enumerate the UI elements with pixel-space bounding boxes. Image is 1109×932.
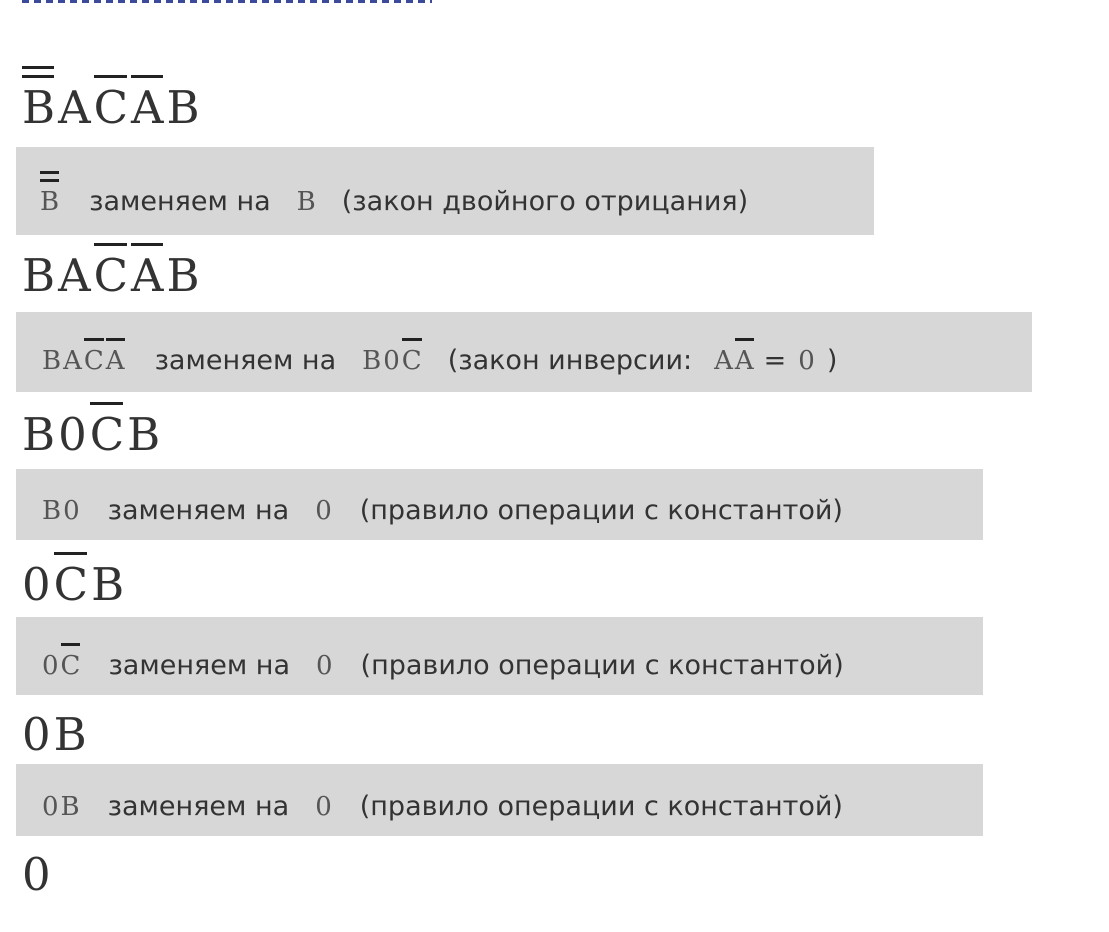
rule-note-suffix: )	[826, 345, 838, 376]
step-explanation	[16, 469, 983, 540]
step-explanation	[16, 617, 983, 695]
final-result	[22, 848, 54, 901]
step-explanation	[16, 147, 874, 235]
negated-letter: A	[131, 249, 167, 302]
replace-text: заменяем на	[89, 186, 271, 217]
expression-line	[22, 81, 203, 134]
formula-from: 0B	[42, 792, 82, 822]
inversion-result: 0	[798, 346, 817, 376]
negated-letter: C	[93, 249, 132, 302]
negated-letter: C	[89, 408, 128, 461]
formula-to: 0	[316, 651, 335, 681]
expression-line	[22, 408, 164, 461]
negated-letter: A	[131, 81, 167, 134]
letter: A	[58, 81, 94, 134]
expression-line	[22, 249, 203, 302]
letter: B	[166, 81, 203, 134]
step-explanation	[16, 764, 983, 836]
formula-from: B0	[42, 496, 82, 526]
formula-to: B0C	[362, 346, 424, 376]
rule-note-prefix: (закон инверсии:	[447, 345, 693, 376]
double-negated-letter: B	[22, 81, 59, 134]
formula-from: 0C	[42, 651, 83, 681]
negated-letter: A	[734, 346, 756, 376]
rule-note: (закон двойного отрицания)	[341, 186, 749, 217]
letter: B	[127, 408, 164, 461]
formula-from: BACA	[42, 346, 127, 376]
replace-text: заменяем на	[107, 495, 290, 526]
rule-note: (правило операции с константой)	[359, 791, 843, 822]
negated-letter: C	[83, 346, 106, 376]
letter: A	[58, 249, 94, 302]
letter: 0	[22, 558, 54, 611]
letter: B	[166, 249, 203, 302]
replace-text: заменяем на	[107, 791, 290, 822]
step-explanation	[16, 312, 1032, 392]
negated-letter: C	[53, 558, 92, 611]
formula-from: B	[40, 187, 62, 217]
equals-sign: =	[763, 345, 787, 376]
negated-letter: C	[60, 651, 83, 681]
letter: 0	[58, 408, 90, 461]
negated-letter: A	[105, 346, 127, 376]
expression: 0	[22, 848, 54, 901]
rule-note: (правило операции с константой)	[359, 495, 843, 526]
formula-to: B	[296, 187, 318, 217]
replace-text: заменяем на	[108, 650, 290, 681]
expression-line	[22, 558, 128, 611]
negated-letter: C	[93, 81, 132, 134]
letter: B	[22, 249, 59, 302]
formula-to: 0	[315, 496, 334, 526]
inversion-formula: AA	[714, 346, 756, 376]
negated-letter: C	[401, 346, 424, 376]
replace-text: заменяем на	[154, 345, 337, 376]
formula-to: 0	[315, 792, 334, 822]
rule-note: (правило операции с константой)	[360, 650, 844, 681]
expression: 0B	[22, 708, 90, 761]
expression-line	[22, 708, 90, 761]
dashed-separator	[22, 0, 432, 3]
letter: B	[91, 558, 128, 611]
letter: B	[22, 408, 59, 461]
